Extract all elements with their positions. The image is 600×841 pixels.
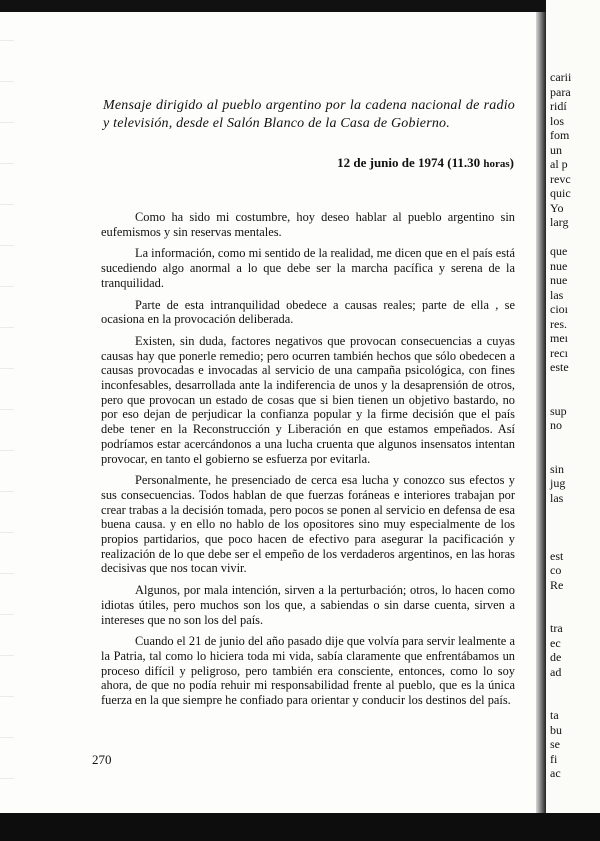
right-fragment-line: tra: [550, 621, 563, 635]
right-fragment-line: est: [550, 548, 564, 563]
page-number: 270: [92, 752, 112, 767]
dateline: [300, 154, 514, 173]
right-fragment-line: las: [550, 490, 564, 505]
right-fragment-line: cioı: [550, 302, 568, 316]
right-fragment-line: Yo: [550, 200, 564, 215]
paragraph: Cuando el 21 de junio del año pasado dije que volvía para servir lealmente a la Patria, tal como lo hiciera toda mi vida, sabía claramente que enfrentábamos un proceso difícil y peligroso, pero también era consciente, entonces, como lo soy ahora, de que no podía rehuir mi responsabilidad frente al pueblo, que es la única fuerza en la que siempre he confiado para orientar y conducir los destinos del país.: [101, 634, 515, 708]
right-fragment-line: ta: [550, 708, 559, 722]
heading: Mensaje dirigido al pueblo argentino por la cadena nacional de radio y televisión, desde el Salón Blanco de la Casa de Gobierno.: [103, 98, 515, 131]
right-fragment-line: un: [550, 142, 562, 157]
right-fragment-line: ad: [550, 664, 562, 679]
right-fragment-line: [550, 607, 600, 622]
right-fragment-line: al p: [550, 157, 568, 171]
right-fragment-line: quic: [550, 186, 571, 200]
right-fragment-line: ridí: [550, 99, 567, 113]
right-fragment-line: ac: [550, 766, 561, 780]
right-fragment-line: [550, 520, 600, 535]
right-fragment-line: nue: [550, 273, 568, 287]
right-fragment-line: [550, 592, 600, 607]
body-text: [101, 210, 515, 715]
right-fragment-line: que: [550, 244, 568, 258]
right-fragment-line: [550, 433, 600, 448]
paragraph: Como ha sido mi costumbre, hoy deseo hablar al pueblo argentino sin eufemismos y sin reservas mentales.: [101, 210, 515, 239]
right-fragment-line: [550, 679, 600, 694]
right-fragment-line: sup: [550, 403, 567, 418]
dateline-small: horas: [483, 158, 510, 170]
right-fragment-line: [550, 389, 600, 404]
paragraph: Algunos, por mala intención, sirven a la perturbación; otros, lo hacen como idiotas útiles, pero muchos son los que, a sabiendas o sin darse cuenta, sirven a intereses que no son los del país.: [101, 583, 515, 627]
right-fragment-line: [550, 534, 600, 549]
right-fragment-line: este: [550, 360, 569, 374]
right-fragment-line: fi: [550, 751, 558, 766]
right-fragment-line: ec: [550, 635, 561, 650]
paragraph: Parte de esta intranquilidad obedece a causas reales; parte de ella , se ocasiona en la provocación deliberada.: [101, 297, 515, 327]
right-fragment-line: larg: [550, 215, 569, 229]
right-fragment-line: res.: [550, 316, 567, 331]
right-fragment-line: las: [550, 287, 564, 302]
paragraph: La información, como mi sentido de la realidad, me dicen que en el país está sucediendo algo anormal a lo que debe ser la marcha pacífica y serena de la tranquilidad.: [101, 246, 515, 290]
right-fragment-line: los: [550, 113, 565, 128]
right-fragment-line: [550, 694, 600, 709]
right-fragment-line: recı: [550, 345, 568, 360]
right-page: [546, 0, 600, 813]
right-fragment-line: [550, 447, 600, 462]
right-fragment-line: co: [550, 563, 562, 577]
right-fragment-line: carii: [550, 70, 572, 84]
right-fragment-line: [550, 230, 600, 245]
dateline-main: 12 de junio de 1974 (11.30: [337, 155, 484, 170]
paragraph: Existen, sin duda, factores negativos que provocan consecuencias a cuyas causas hay que ponerle remedio; pero ocurren también hechos que sólo obedecen a causas provocadas e invocadas al servicio de una campaña psicológica, con fines inconfesables, desarrollada ante la indiferencia de unos y la desaprensión de otros, pero que provocan un estado de cosas que si bien tienen un objetivo bastardo, no por eso dejan de perjudicar la confianza popular y la firme decisión que el país debe tener en la Reconstrucción y Liberación en que estamos empeñados. Así podríamos estar acercándonos a una lucha cruenta que algunos insensatos intentan provocar, en tanto el gobierno se esfuerza por evitarla.: [101, 333, 515, 466]
right-fragment-line: jug: [550, 476, 566, 490]
right-fragment-line: Re: [550, 577, 564, 592]
dateline-close: ): [509, 155, 514, 170]
paragraph: Personalmente, he presenciado de cerca esa lucha y conozco sus efectos y sus consecuencias. Todos hablan de que fuerzas foráneas e interiores trabajan por crear trabas a la decisión tomada, pero pocos se ponen al servicio en defensa de esa buena causa. y en ello no hablo de los opositores sino muy especialmente de los propios partidarios, que poco hacen de efectivo para asegurar la pacificación y realización de lo que debe ser el empeño de los verdaderos argentinos, en las horas decisivas que nos tocan vivir.: [101, 473, 515, 576]
page-fold: [536, 0, 546, 813]
right-fragment-line: revc: [550, 171, 571, 186]
right-fragment-line: sin: [550, 461, 565, 476]
right-fragment-line: de: [550, 650, 562, 664]
right-fragment-line: bu: [550, 722, 562, 737]
right-fragment-line: [550, 375, 600, 390]
right-column-fragments: [550, 70, 600, 781]
right-fragment-line: fom: [550, 128, 570, 142]
right-fragment-line: [550, 505, 600, 520]
right-fragment-line: no: [550, 418, 562, 432]
right-fragment-line: meı: [550, 331, 568, 345]
right-fragment-line: para: [550, 84, 571, 99]
scan-top-border: [0, 0, 546, 12]
scan-bottom-border: [0, 813, 600, 841]
scan-edge: [0, 0, 14, 813]
right-fragment-line: se: [550, 737, 560, 751]
right-fragment-line: nue: [550, 258, 568, 273]
